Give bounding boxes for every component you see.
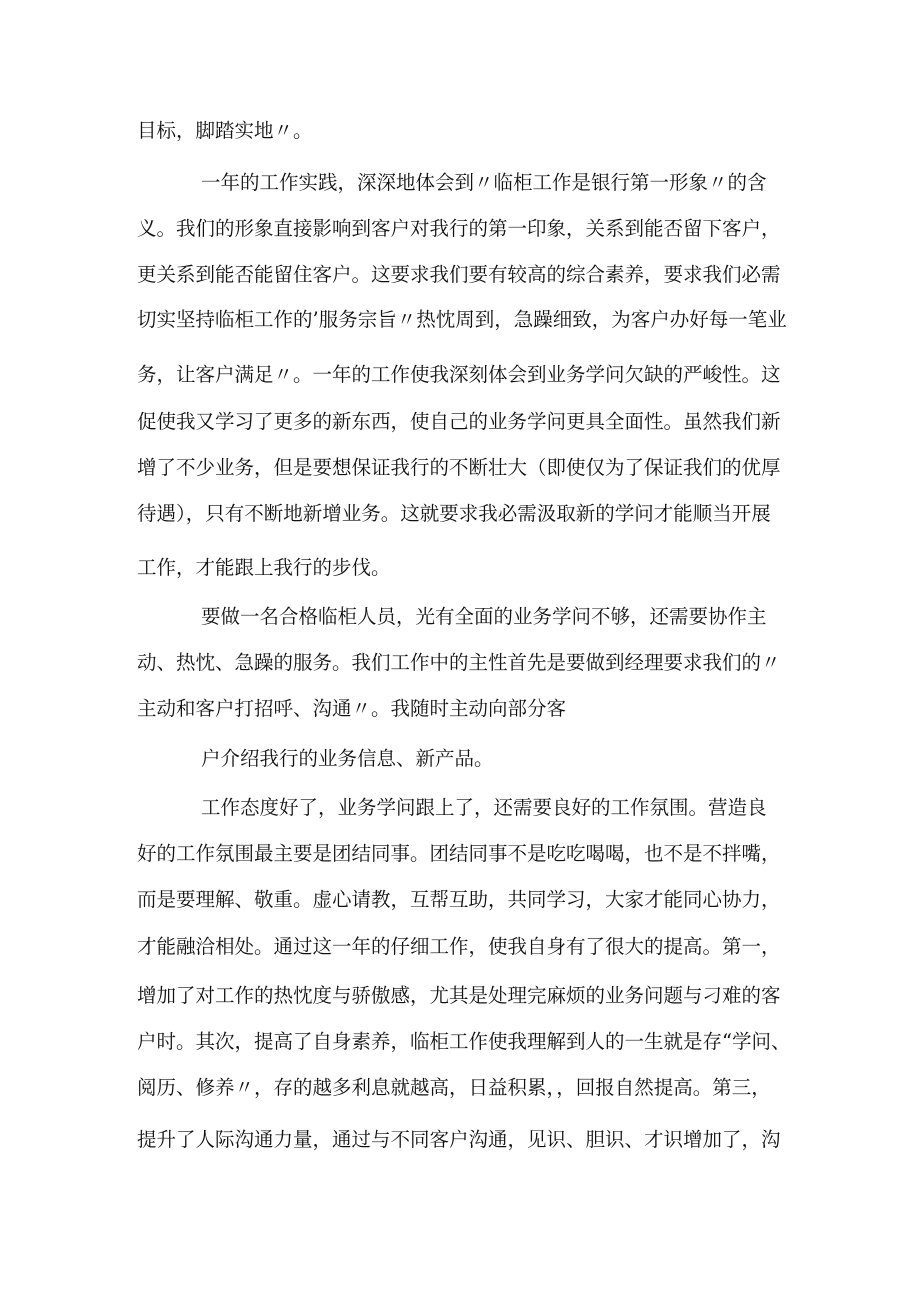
text-line: 主动和客户打招呼、沟通〃。我随时主动向部分客 <box>137 697 567 720</box>
text-line: 更关系到能否能留住客户。这要求我们要有较高的综合素养，要求我们必需 <box>137 263 781 286</box>
text-line: 要做一名合格临柜人员，光有全面的业务学问不够，还需要协作主 <box>201 605 767 628</box>
text-line: 户时。其次，提高了自身素养，临柜工作使我理解到人的一生就是存“学问、 <box>137 1030 791 1053</box>
text-line: 工作态度好了，业务学问跟上了，还需要良好的工作氛围。营造良 <box>201 796 767 819</box>
text-line: 工作，才能跟上我行的步伐。 <box>137 556 391 579</box>
text-line: 切实坚持临柜工作的’服务宗旨〃热忱周到，急躁细致，为客户办好每一笔业 <box>137 308 787 331</box>
text-line: 增了不少业务，但是要想保证我行的不断壮大（即使仅为了保证我们的优厚 <box>137 456 781 479</box>
text-line: 阅历、修养〃，存的越多利息就越高，日益积累，，回报自然提高。第三， <box>137 1076 771 1099</box>
text-line: 户介绍我行的业务信息、新产品。 <box>201 747 494 770</box>
text-line: 目标，脚踏实地〃。 <box>137 119 313 142</box>
text-line: 促使我又学习了更多的新东西，使自己的业务学问更具全面性。虽然我们新 <box>137 410 781 433</box>
text-line: 务，让客户满足〃。一年的工作使我深刻体会到业务学问欠缺的严峻性。这 <box>137 363 781 386</box>
text-line: 一年的工作实践，深深地体会到〃临柜工作是银行第一形象〃的含 <box>201 171 767 194</box>
text-line: 增加了对工作的热忱度与骄傲感，尤其是处理完麻烦的业务问题与刁难的客 <box>137 984 781 1007</box>
text-line: 义。我们的形象直接影响到客户对我行的第一印象，关系到能否留下客户， <box>137 217 781 240</box>
text-line: 待遇），只有不断地新增业务。这就要求我必需汲取新的学问才能顺当开展 <box>137 502 771 525</box>
text-line: 而是要理解、敬重。虚心请教，互帮互助，共同学习，大家才能同心协力， <box>137 888 781 911</box>
text-line: 好的工作氛围最主要是团结同事。团结同事不是吃吃喝喝，也不是不拌嘴， <box>137 842 781 865</box>
text-line: 动、热忱、急躁的服务。我们工作中的主性首先是要做到经理要求我们的〃 <box>137 651 781 674</box>
text-line: 才能融洽相处。通过这一年的仔细工作，使我自身有了很大的提高。第一， <box>137 935 781 958</box>
text-line: 提升了人际沟通力量，通过与不同客户沟通，见识、胆识、才识增加了，沟 <box>137 1128 781 1151</box>
